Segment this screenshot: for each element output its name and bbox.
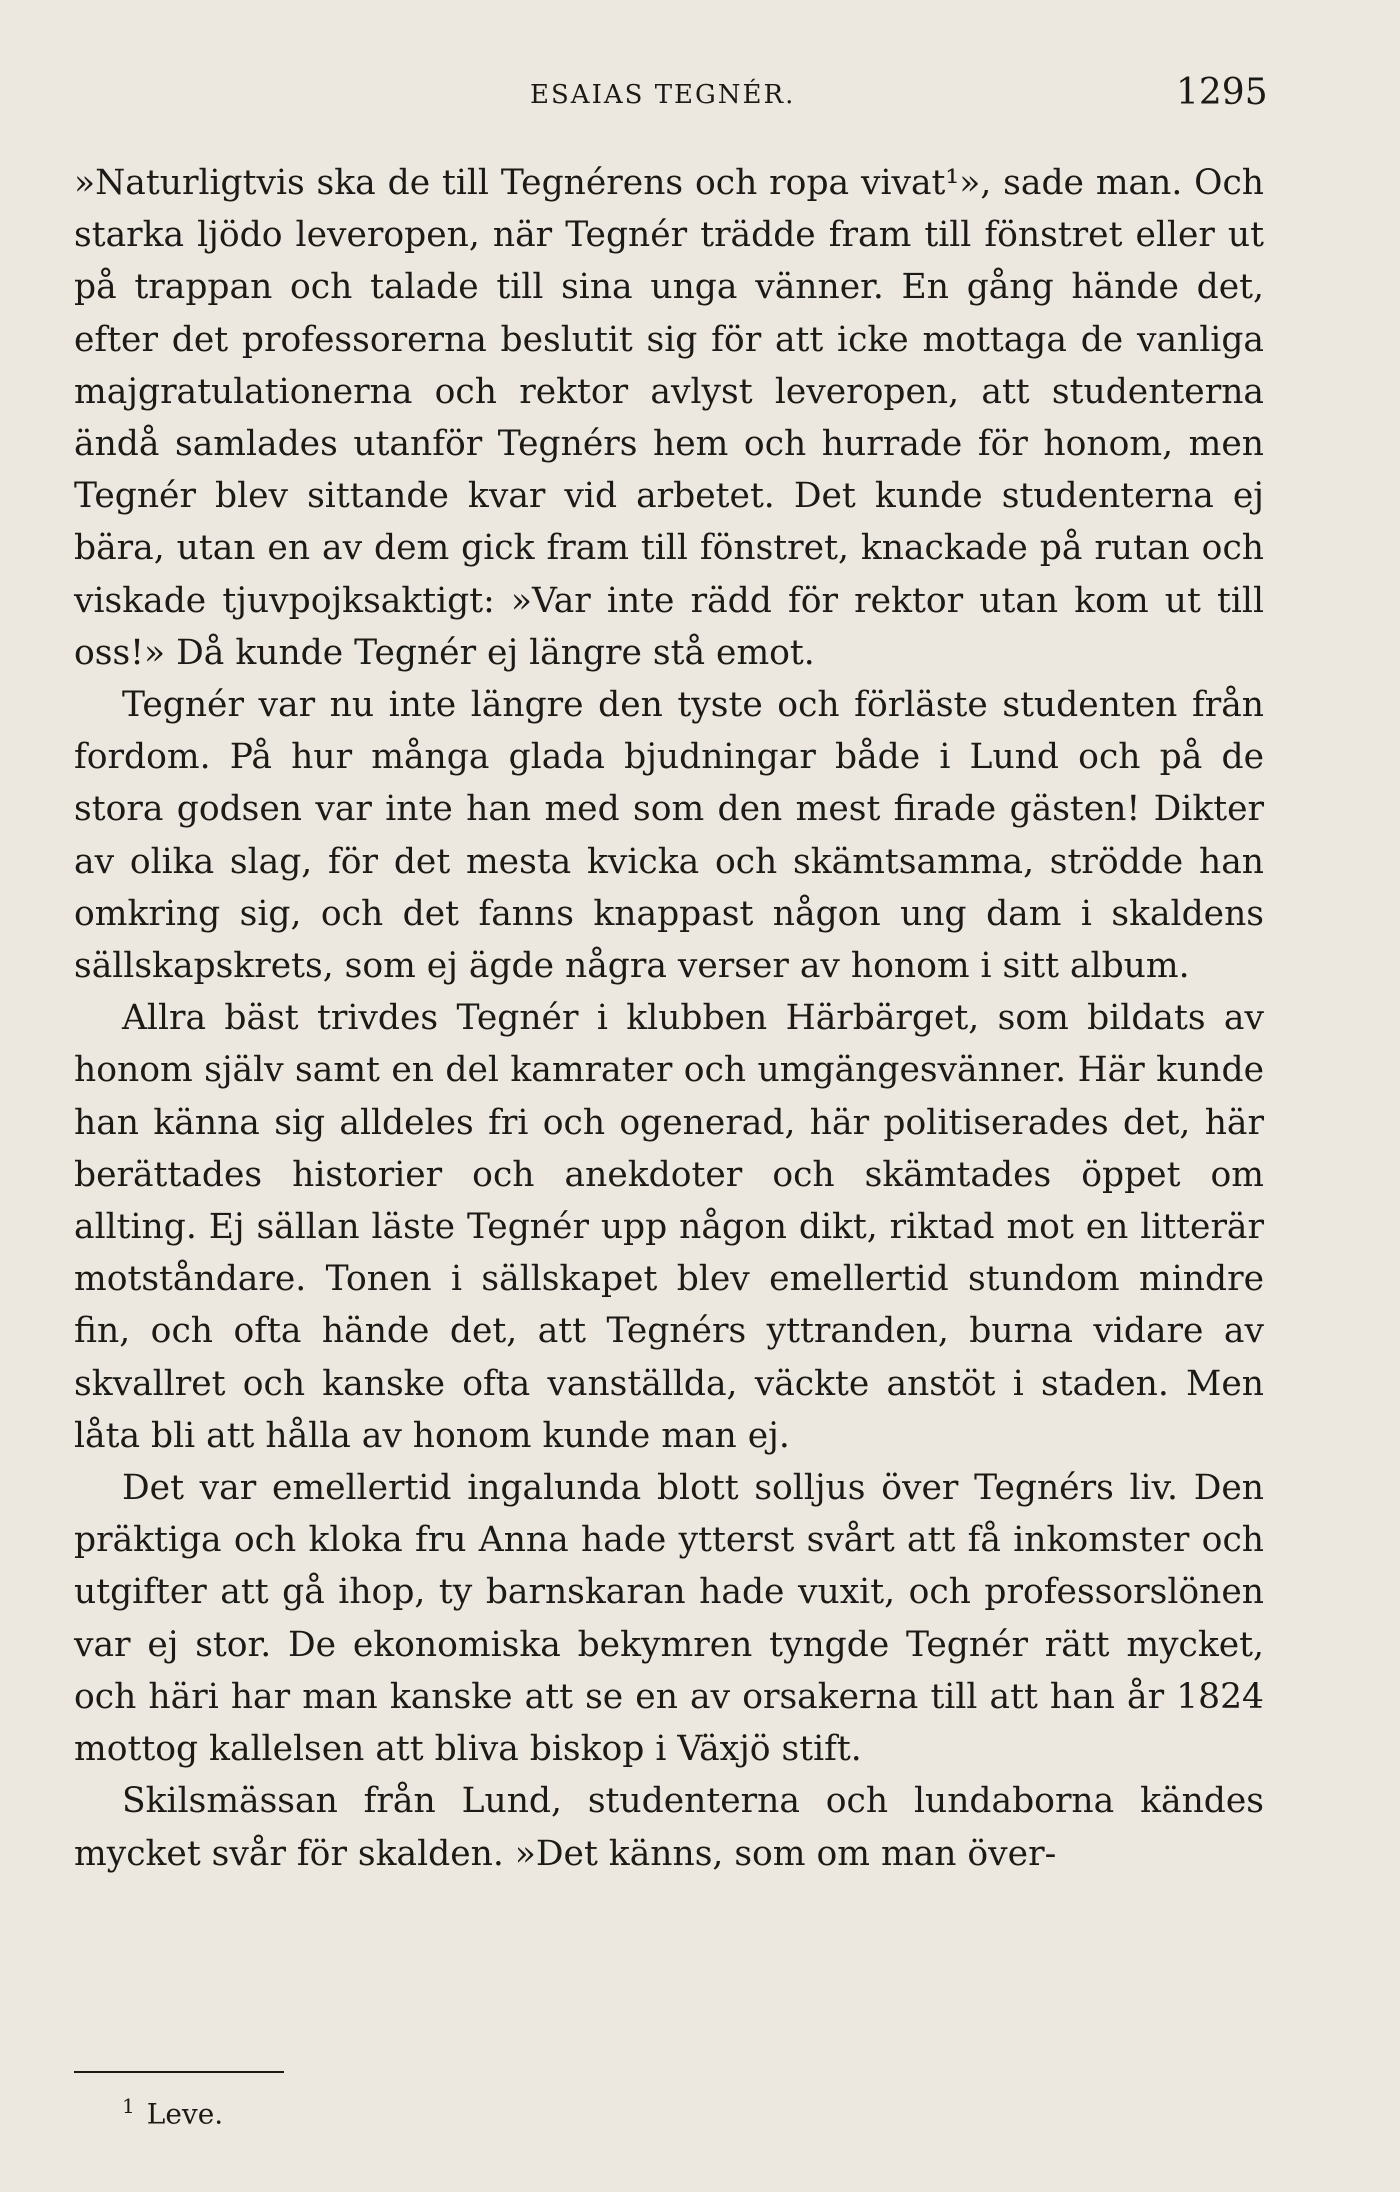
footnote-text: Leve. <box>146 2097 224 2131</box>
footnote-rule <box>74 2071 284 2073</box>
paragraph: »Naturligtvis ska de till Tegnérens och ropa vivat¹», sade man. Och starka ljödo leveropen, när Tegnér trädde fram till fönstret eller ut på trappan och talade till sina unga vänner. En gång hände det, efter det professorerna beslutit sig för att icke mottaga de vanliga majgratulationerna och rektor avlyst leveropen, att studenterna ändå samlades utanför Tegnérs hem och hurrade för honom, men Tegnér blev sittande kvar vid arbetet. Det kunde studenterna ej bära, utan en av dem gick fram till fönstret, knackade på rutan och viskade tjuvpojksaktigt: »Var inte rädd för rektor utan kom ut till oss!» Då kunde Tegnér ej längre stå emot. <box>74 163 1264 673</box>
footnote <box>122 2094 223 2130</box>
footnote-mark: 1 <box>122 2094 135 2118</box>
paragraph: Allra bäst trivdes Tegnér i klubben Härbärget, som bildats av honom själv samt en del kamrater och umgängesvänner. Här kunde han känna sig alldeles fri och ogenerad, här politiserades det, här berättades historier och anekdoter och skämtades öppet om allting. Ej sällan läste Tegnér upp någon dikt, riktad mot en litterär motståndare. Tonen i sällskapet blev emellertid stundom mindre fin, och ofta hände det, att Tegnérs yttranden, burna vidare av skvallret och kanske ofta vanställda, väckte anstöt i staden. Men låta bli att hålla av honom kunde man ej. <box>74 998 1264 1456</box>
running-title: ESAIAS TEGNÉR. <box>530 80 796 110</box>
page-header <box>0 72 1400 122</box>
page-number: 1295 <box>1176 72 1268 113</box>
body-text <box>74 157 1264 1880</box>
paragraph: Tegnér var nu inte längre den tyste och förläste studenten från fordom. På hur många glada bjudningar både i Lund och på de stora godsen var inte han med som den mest firade gästen! Dikter av olika slag, för det mesta kvicka och skämtsamma, strödde han omkring sig, och det fanns knappast någon ung dam i skaldens sällskapskrets, som ej ägde några verser av honom i sitt album. <box>74 685 1264 987</box>
paragraph: Det var emellertid ingalunda blott solljus över Tegnérs liv. Den präktiga och kloka fru Anna hade ytterst svårt att få inkomster och utgifter att gå ihop, ty barnskaran hade vuxit, och professorslönen var ej stor. De ekonomiska bekymren tyngde Tegnér rätt mycket, och häri har man kanske att se en av orsakerna till att han år 1824 mottog kallelsen att bliva biskop i Växjö stift. <box>74 1468 1264 1770</box>
paragraph: Skilsmässan från Lund, studenterna och lundaborna kändes mycket svår för skalden. »Det känns, som om man över- <box>74 1781 1264 1874</box>
